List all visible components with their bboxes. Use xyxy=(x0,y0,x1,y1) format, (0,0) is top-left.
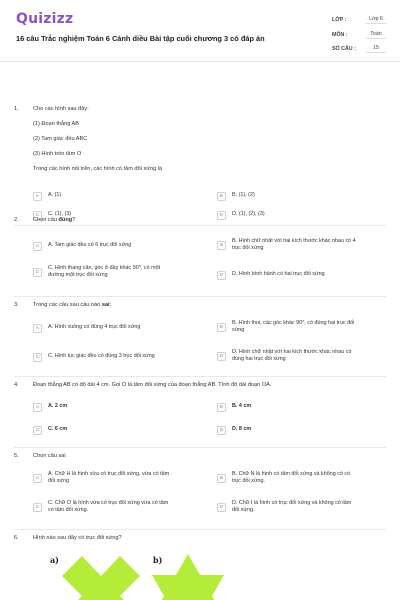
option-text: A. Tam giác đều có 6 trục đối xứng xyxy=(48,242,132,248)
option-text: B. (1), (2) xyxy=(232,192,255,198)
meta-subject-value: Toán xyxy=(366,30,386,39)
option-c[interactable] xyxy=(33,353,155,362)
option-a[interactable] xyxy=(33,242,131,251)
figure-a-shape xyxy=(62,556,140,600)
option-d[interactable] xyxy=(217,211,265,220)
option-text: B. Hình chữ nhật với hai kích thước khác nhau có 4 trục đối xứng xyxy=(232,238,356,251)
option-letter-badge: A xyxy=(33,242,42,251)
stem-emphasis: sai xyxy=(101,302,110,308)
option-letter-badge: A xyxy=(33,474,42,483)
option-text: B. Chữ N là hình có tâm đối xứng và không có có trục đối xứng. xyxy=(232,471,351,484)
question-number: 5. xyxy=(14,453,19,459)
divider xyxy=(14,376,386,377)
page-header xyxy=(0,0,400,62)
option-text: A. (1) xyxy=(48,192,62,198)
option-d[interactable] xyxy=(217,426,251,435)
option-a[interactable] xyxy=(33,324,140,333)
question-number: 2. xyxy=(14,217,19,223)
option-text: A. 2 cm xyxy=(48,403,68,409)
stem-suffix: : xyxy=(109,302,112,308)
question-stem: Đoạn thẳng AB có độ dài 4 cm. Gọi O là tâm đối xứng của đoạn thẳng AB. Tính độ dài đoạn OA. xyxy=(33,382,272,388)
option-a[interactable] xyxy=(33,403,67,412)
option-letter-badge: C xyxy=(33,353,42,362)
option-text: C. 6 cm xyxy=(48,426,68,432)
option-letter-badge: B xyxy=(217,323,226,332)
option-b[interactable] xyxy=(217,192,255,201)
divider xyxy=(14,447,386,448)
quizizz-logo: Quizizz xyxy=(16,11,74,27)
option-letter-badge: B xyxy=(217,192,226,201)
question-line: (3) Hình tròn tâm O xyxy=(33,151,82,157)
divider xyxy=(14,225,386,226)
option-d[interactable] xyxy=(217,271,325,280)
option-b[interactable] xyxy=(217,238,356,252)
option-b[interactable] xyxy=(217,471,350,485)
stem-prefix: Trong các câu sau câu nào xyxy=(33,302,102,308)
option-letter-badge: B xyxy=(217,403,226,412)
question-number: 3. xyxy=(14,302,19,308)
option-text: C. Hình thang cân, góc ở đáy khác 90⁰, có một đường một trục đối xứng xyxy=(48,265,161,278)
option-letter-badge: A xyxy=(33,324,42,333)
question-stem: Hình nào sau đây có trục đối xứng? xyxy=(33,535,122,541)
option-letter-badge: D xyxy=(217,211,226,220)
divider xyxy=(14,529,386,530)
meta-subject-label: MÔN : xyxy=(332,32,348,38)
question-stem: Cho các hình sau đây: xyxy=(33,106,89,112)
question-number: 4. xyxy=(14,382,19,388)
option-text: D. Chữ I là hình có trục đối xứng và không có tâm đối xứng. xyxy=(232,500,352,513)
option-text: C. (1), (3) xyxy=(48,211,72,217)
option-letter-badge: D xyxy=(217,271,226,280)
meta-count-label: SỐ CÂU : xyxy=(332,46,356,52)
option-letter-badge: D xyxy=(217,426,226,435)
option-d[interactable] xyxy=(217,500,351,514)
figure-b-label: b) xyxy=(153,555,163,565)
option-letter-badge: C xyxy=(33,211,42,220)
option-text: D. Hình chữ nhật với hai kích thước khác nhau có đúng hai trục đối xứng xyxy=(232,349,352,362)
option-letter-badge: A xyxy=(33,403,42,412)
option-a[interactable] xyxy=(33,192,61,201)
question-number: 6. xyxy=(14,535,19,541)
divider xyxy=(14,296,386,297)
meta-count-value: 15 xyxy=(366,44,386,53)
option-text: B. Hình thoi, các góc khác 90⁰, có đúng hai trục đối xứng xyxy=(232,320,355,333)
question-line: Trong các hình nói trên, các hình có tâm đối xứng là xyxy=(33,166,163,172)
figure-b-shape xyxy=(152,554,224,600)
stem-prefix: Chọn câu xyxy=(33,217,59,223)
option-text: C. Hình lục giác đều có đúng 3 trục đối xứng xyxy=(48,353,155,359)
option-text: C. Chữ O là hình vừa có trục đối xứng vừa có tâm có tâm đối xứng. xyxy=(48,500,169,513)
option-a[interactable] xyxy=(33,471,169,485)
option-c[interactable] xyxy=(33,426,67,435)
option-c[interactable] xyxy=(33,500,168,514)
question-stem xyxy=(33,217,75,223)
option-letter-badge: B xyxy=(217,474,226,483)
option-b[interactable] xyxy=(217,320,354,334)
option-letter-badge: C xyxy=(33,426,42,435)
page-title: 16 câu Trắc nghiệm Toán 6 Cánh diều Bài tập cuối chương 3 có đáp án xyxy=(16,34,265,43)
option-letter-badge: C xyxy=(33,268,42,277)
question-6-figures xyxy=(60,550,240,600)
option-text: A. Chữ H là hình vừa có trục đối xứng, vừa có tâm đối xứng xyxy=(48,471,170,484)
question-line: (1) Đoạn thẳng AB xyxy=(33,121,80,127)
option-letter-badge: B xyxy=(217,241,226,250)
question-stem: Chọn câu sai xyxy=(33,453,66,459)
option-letter-badge: D xyxy=(217,503,226,512)
option-text: D. 8 cm xyxy=(232,426,252,432)
stem-emphasis: đúng xyxy=(58,217,73,223)
question-stem xyxy=(33,302,111,308)
question-number: 1. xyxy=(14,106,19,112)
option-text: D. (1), (2), (3) xyxy=(232,211,265,217)
meta-class-value: Lớp 6 xyxy=(366,15,386,24)
option-d[interactable] xyxy=(217,349,351,363)
option-text: A. Hình vuông có đúng 4 trục đối xứng xyxy=(48,324,141,330)
option-b[interactable] xyxy=(217,403,251,412)
stem-suffix: ? xyxy=(72,217,76,223)
option-c[interactable] xyxy=(33,265,160,279)
option-text: B. 4 cm xyxy=(232,403,252,409)
option-text: D. Hình bình hành có hai trục đối xứng xyxy=(232,271,325,277)
option-letter-badge: A xyxy=(33,192,42,201)
option-letter-badge: C xyxy=(33,503,42,512)
option-letter-badge: D xyxy=(217,352,226,361)
meta-class-label: LỚP : xyxy=(332,17,347,23)
figure-a-label: a) xyxy=(50,555,59,565)
question-line: (2) Tam giác đều ABC xyxy=(33,136,88,142)
